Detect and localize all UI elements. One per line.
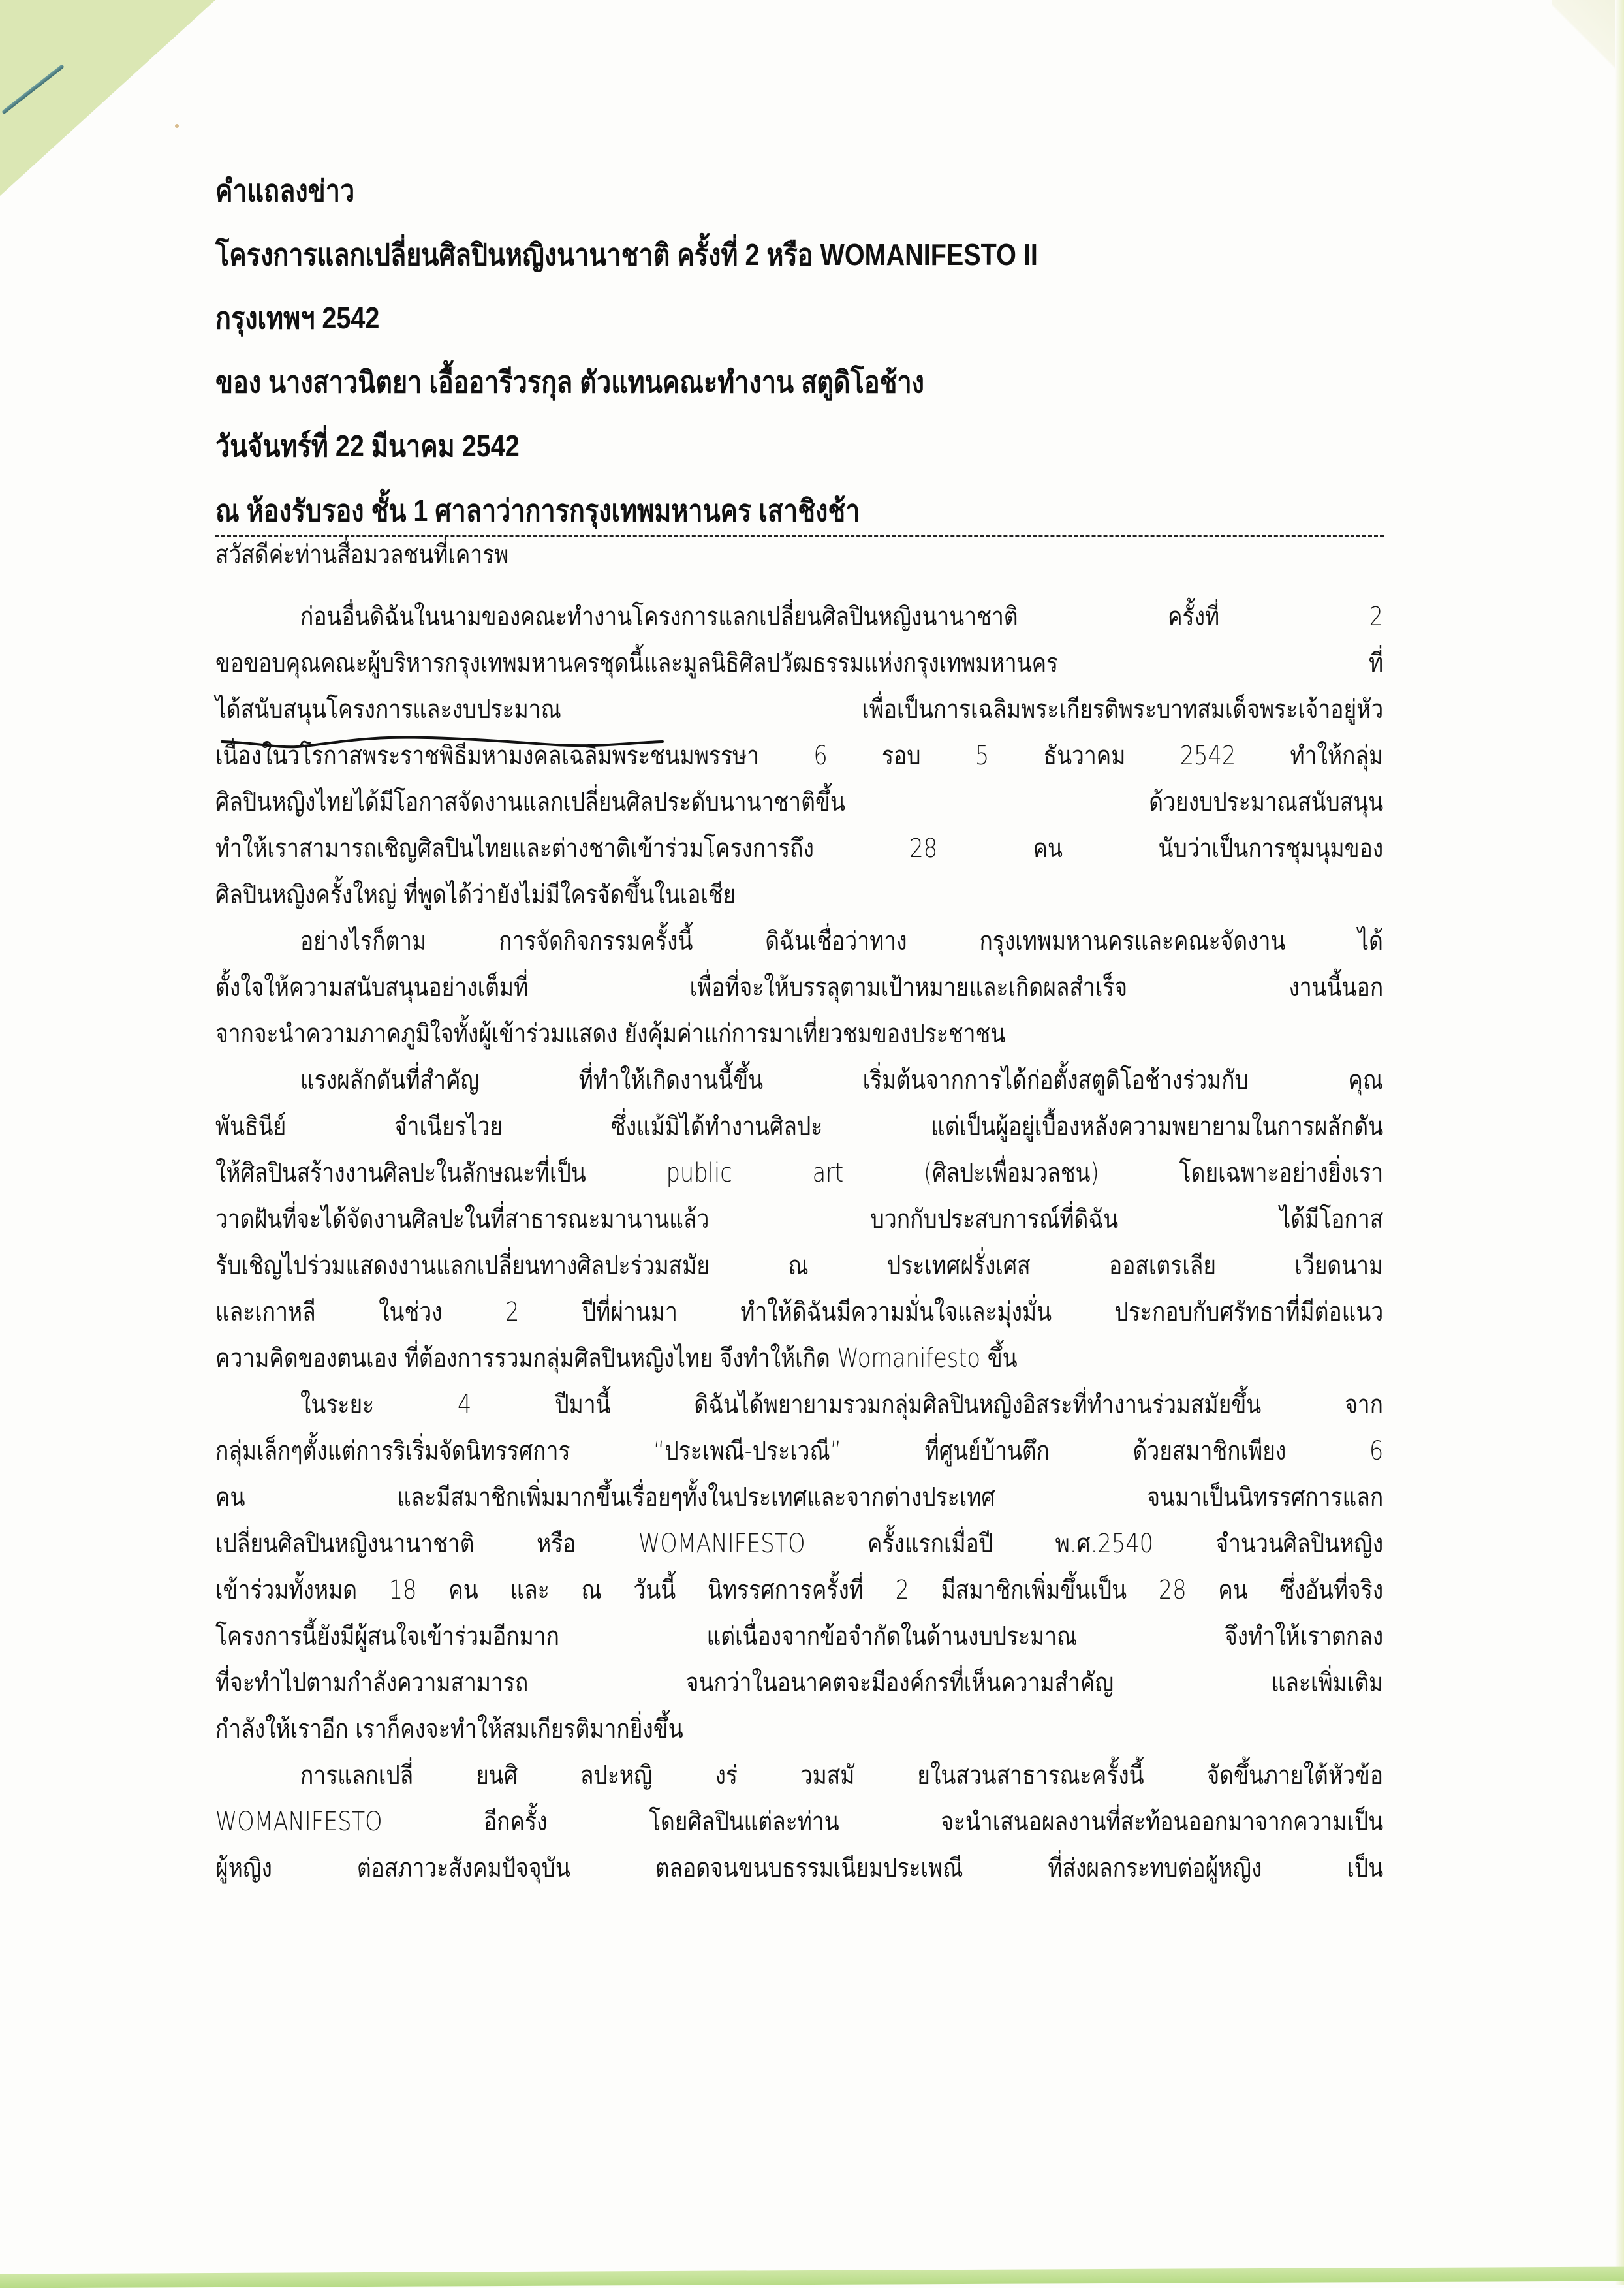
page-edge-bottom (0, 2267, 1624, 2288)
body-line: รับเชิญไปร่วมแสดงงานแลกเปลี่ยนทางศิลปะร่วมสมัย ณ ประเทศฝรั่งเศส ออสเตรเลีย เวียดนาม (215, 1251, 1384, 1281)
page-edge-right (1615, 0, 1624, 2285)
body-line: ให้ศิลปินสร้างงานศิลปะในลักษณะที่เป็น public art (ศิลปะเพื่อมวลชน) โดยเฉพาะอย่างยิ่งเรา (215, 1158, 1384, 1188)
speaker-line: ของ นางสาวนิตยา เอื้ออารีวรกุล ตัวแทนคณะทำงาน สตูดิโอช้าง (215, 365, 924, 399)
body-line: ได้สนับสนุนโครงการและงบประมาณ เพื่อเป็นการเฉลิมพระเกียรติพระบาทสมเด็จพระเจ้าอยู่หัว (215, 695, 1384, 725)
body-line: และเกาหลี ในช่วง 2 ปีที่ผ่านมา ทำให้ดิฉันมีความมั่นใจและมุ่งมั่น ประกอบกับศรัทธาที่มีต่อแนว (215, 1297, 1384, 1327)
folded-corner (1552, 0, 1624, 85)
document-type-title: คำแถลงข่าว (215, 174, 355, 208)
paper-speck (175, 124, 179, 128)
body-line: กลุ่มเล็กๆตั้งแต่การริเริ่มจัดนิทรรศการ “ประเพณี-ประเวณี” ที่ศูนย์บ้านตึก ด้วยสมาชิกเพียง 6 (215, 1436, 1384, 1466)
body-line: WOMANIFESTO อีกครั้ง โดยศิลปินแต่ละท่าน จะนำเสนอผลงานที่สะท้อนออกมาจากความเป็น (215, 1807, 1384, 1837)
body-line: เข้าร่วมทั้งหมด 18 คน และ ณ วันนี้ นิทรรศการครั้งที่ 2 มีสมาชิกเพิ่มขึ้นเป็น 28 คน ซึ่งอันที่จริง (215, 1575, 1384, 1605)
greeting: สวัสดีค่ะท่านสื่อมวลชนที่เคารพ (215, 540, 509, 570)
body-line: คน และมีสมาชิกเพิ่มมากขึ้นเรื่อยๆทั้งในประเทศและจากต่างประเทศ จนมาเป็นนิทรรศการแลก (215, 1482, 1384, 1512)
body-line: ในระยะ 4 ปีมานี้ ดิฉันได้พยายามรวมกลุ่มศิลปินหญิงอิสระที่ทำงานร่วมสมัยขึ้น จาก (300, 1390, 1383, 1420)
handwritten-underline (219, 734, 666, 753)
body-line: ขอขอบคุณคณะผู้บริหารกรุงเทพมหานครชุดนี้และมูลนิธิศิลปวัฒธรรมแห่งกรุงเทพมหานคร ที่ (215, 648, 1384, 678)
folder-corner-green (0, 0, 215, 196)
body-line: ศิลปินหญิงครั้งใหญ่ ที่พูดได้ว่ายังไม่มีใครจัดขึ้นในเอเชีย (215, 880, 736, 910)
body-line: ผู้หญิง ต่อสภาวะสังคมปัจจุบัน ตลอดจนขนบธรรมเนียมประเพณี ที่ส่งผลกระทบต่อผู้หญิง เป็น (215, 1853, 1384, 1883)
project-title: โครงการแลกเปลี่ยนศิลปินหญิงนานาชาติ ครั้งที่ 2 หรือ WOMANIFESTO II (215, 238, 1038, 272)
body-line: ศิลปินหญิงไทยได้มีโอกาสจัดงานแลกเปลี่ยนศิลประดับนานาชาติขึ้น ด้วยงบประมาณสนับสนุน (215, 787, 1384, 817)
body-line: พันธินีย์ จำเนียรไวย ซึ่งแม้มิได้ทำงานศิลปะ แต่เป็นผู้อยู่เบื้องหลังความพยายามในการผลักดัน (215, 1112, 1384, 1142)
body-line: กำลังให้เราอีก เราก็คงจะทำให้สมเกียรติมากยิ่งขึ้น (215, 1714, 683, 1744)
date-line: วันจันทร์ที่ 22 มีนาคม 2542 (215, 429, 520, 463)
body-line: แรงผลักดันที่สำคัญ ที่ทำให้เกิดงานนี้ขึ้น เริ่มต้นจากการได้ก่อตั้งสตูดิโอช้างร่วมกับ คุณ (300, 1065, 1383, 1095)
body-line: ความคิดของตนเอง ที่ต้องการรวมกลุ่มศิลปินหญิงไทย จึงทำให้เกิด Womanifesto ขึ้น (215, 1343, 1018, 1373)
body-line: วาดฝันที่จะได้จัดงานศิลปะในที่สาธารณะมานานแล้ว บวกกับประสบการณ์ที่ดิฉัน ได้มีโอกาส (215, 1204, 1384, 1234)
venue-line: ณ ห้องรับรอง ชั้น 1 ศาลาว่าการกรุงเทพมหานคร เสาชิงช้า (215, 494, 860, 527)
body-line: จากจะนำความภาคภูมิใจทั้งผู้เข้าร่วมแสดง ยังคุ้มค่าแก่การมาเที่ยวชมของประชาชน (215, 1019, 1006, 1049)
body-line: เปลี่ยนศิลปินหญิงนานาชาติ หรือ WOMANIFESTO ครั้งแรกเมื่อปี พ.ศ.2540 จำนวนศิลปินหญิง (215, 1529, 1384, 1559)
body-line: ทำให้เราสามารถเชิญศิลปินไทยและต่างชาติเข้าร่วมโครงการถึง 28 คน นับว่าเป็นการชุมนุมของ (215, 834, 1384, 864)
location-year: กรุงเทพฯ 2542 (215, 301, 380, 335)
body-line: เนื่องในวโรกาสพระราชพิธีมหามงคลเฉลิมพระชนมพรรษา 6 รอบ 5 ธันวาคม 2542 ทำให้กลุ่ม (215, 741, 1384, 771)
body-line: ตั้งใจให้ความสนับสนุนอย่างเต็มที่ เพื่อที่จะให้บรรลุตามเป้าหมายและเกิดผลสำเร็จ งานนี้นอก (215, 973, 1384, 1003)
body-line: ที่จะทำไปตามกำลังความสามารถ จนกว่าในอนาคตจะมีองค์กรที่เห็นความสำคัญ และเพิ่มเติม (215, 1668, 1384, 1698)
body-line: การแลกเปลี่ ยนศิ ลปะหญิ งร่ วมสมั ยในสวนสาธารณะครั้งนี้ จัดขึ้นภายใต้หัวข้อ (300, 1761, 1383, 1791)
body-line: อย่างไรก็ตาม การจัดกิจกรรมครั้งนี้ ดิฉันเชื่อว่าทาง กรุงเทพมหานครและคณะจัดงาน ได้ (300, 926, 1383, 956)
body-line: โครงการนี้ยังมีผู้สนใจเข้าร่วมอีกมาก แต่เนื่องจากข้อจำกัดในด้านงบประมาณ จึงทำให้เราตกลง (215, 1622, 1384, 1652)
body-line: ก่อนอื่นดิฉันในนามของคณะทำงานโครงการแลกเปลี่ยนศิลปินหญิงนานาชาติ ครั้งที่ 2 (300, 602, 1383, 632)
